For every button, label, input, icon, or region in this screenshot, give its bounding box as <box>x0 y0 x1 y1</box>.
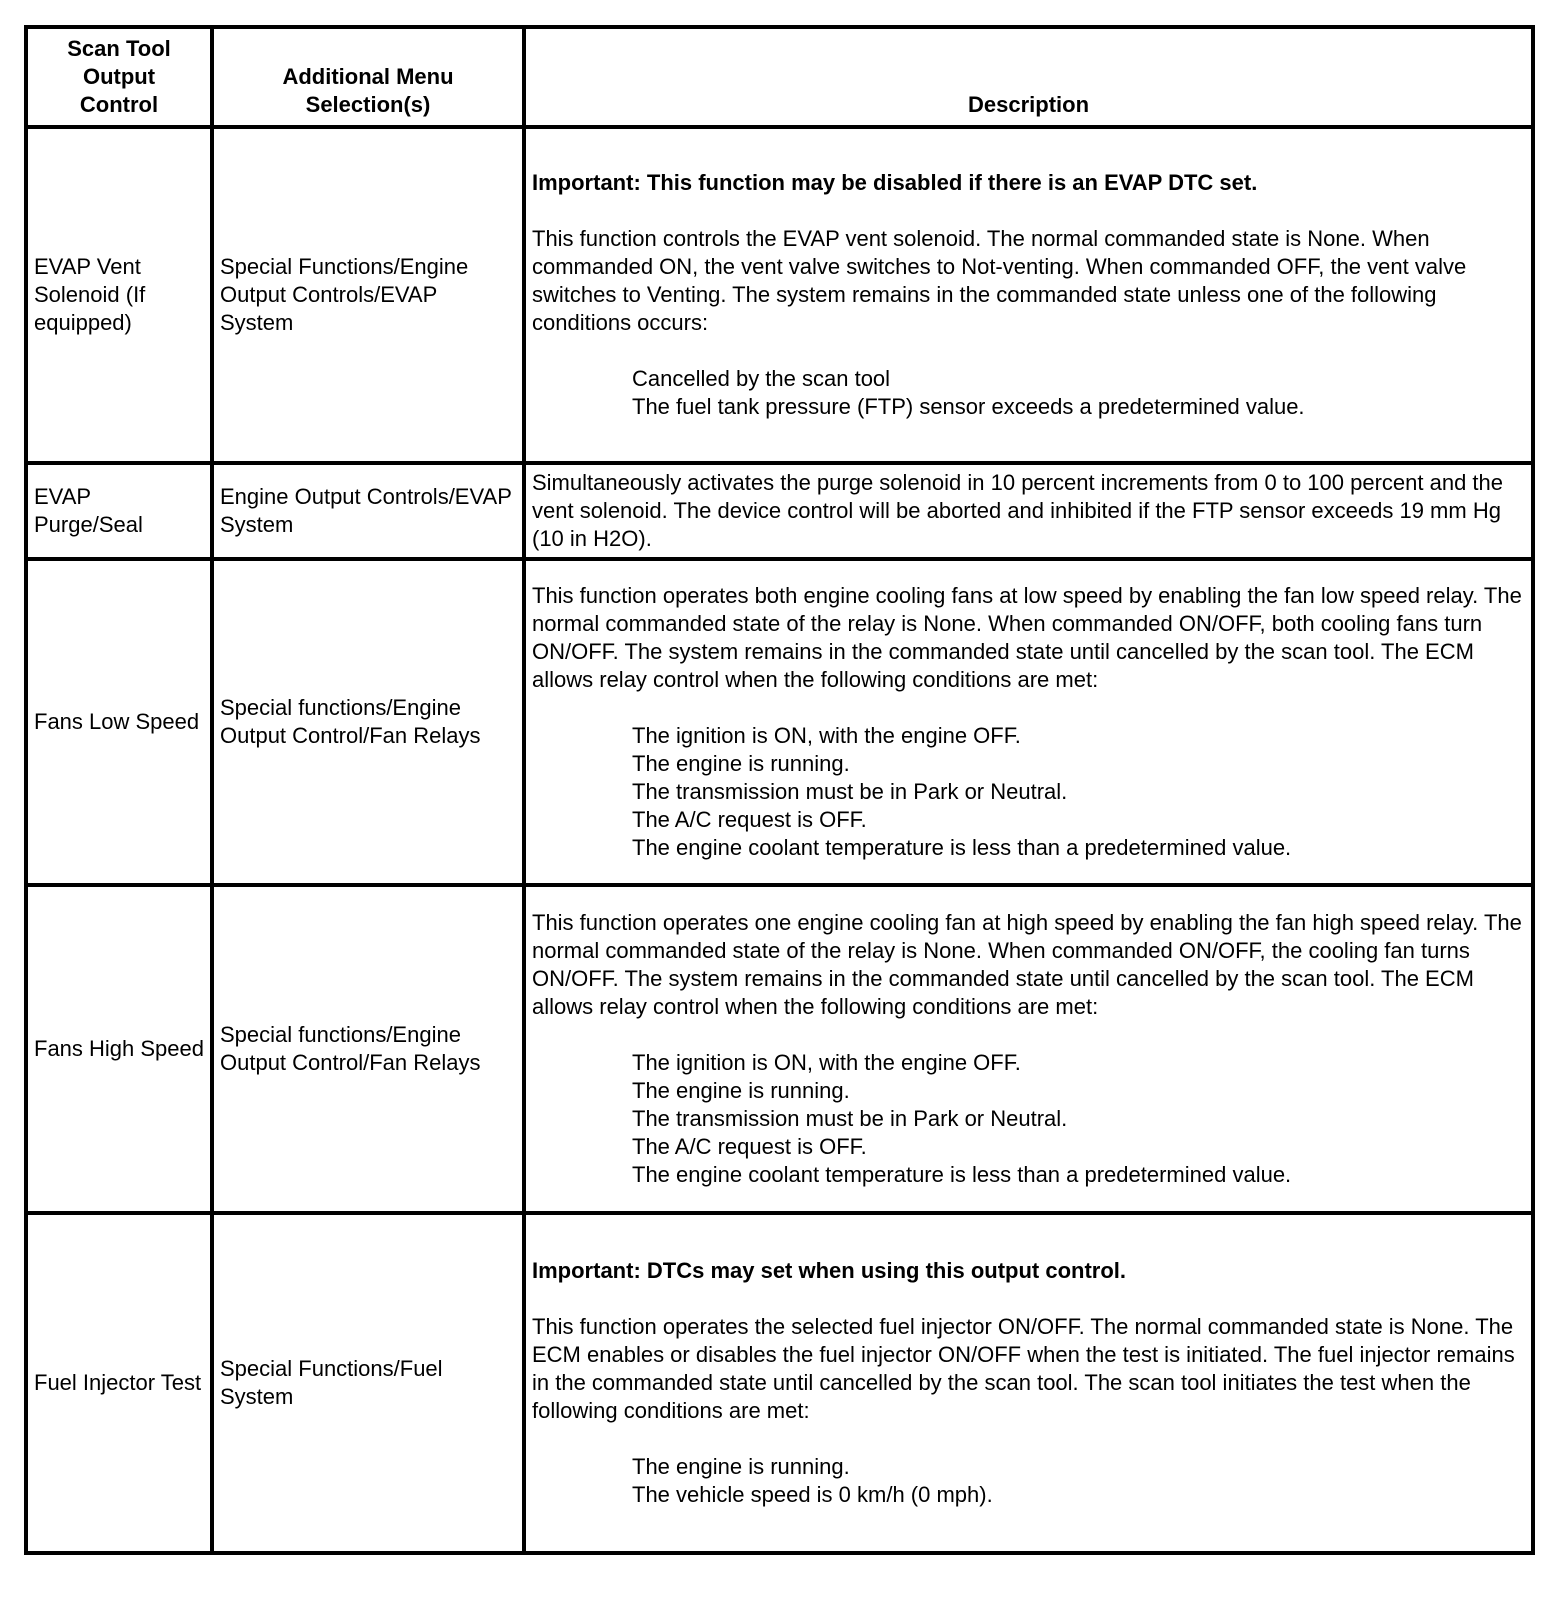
output-control-table <box>24 25 1535 1555</box>
description-cell <box>524 885 1533 1213</box>
control-cell: EVAP Vent Solenoid (If equipped) <box>26 127 212 463</box>
control-cell: Fans High Speed <box>26 885 212 1213</box>
condition-item: The engine coolant temperature is less than a predetermined value. <box>632 1162 1292 1187</box>
description-text: This function controls the EVAP vent solenoid. The normal commanded state is None. When commanded ON, the vent valve switches to Not-venting. When commanded OFF, the vent valve switches to Venting. The system remains in the commanded state unless one of the following conditions occurs: <box>532 226 1467 335</box>
condition-item: The vehicle speed is 0 km/h (0 mph). <box>632 1482 993 1507</box>
important-note: Important: DTCs may set when using this output control. <box>532 1258 1127 1283</box>
condition-item: The transmission must be in Park or Neutral. <box>632 1106 1068 1131</box>
important-note: Important: This function may be disabled if there is an EVAP DTC set. <box>532 170 1258 195</box>
description-text: This function operates one engine cooling fan at high speed by enabling the fan high speed relay. The normal commanded state of the relay is None. When commanded ON/OFF, the cooling fan turns ON/OFF. The system remains in the commanded state until cancelled by the scan tool. The ECM allows relay control when the following conditions are met: <box>532 910 1522 1019</box>
conditions-list <box>532 1453 1525 1509</box>
header-description: Description <box>524 27 1533 127</box>
condition-item: The engine coolant temperature is less than a predetermined value. <box>632 835 1292 860</box>
table-row <box>26 127 1533 463</box>
condition-item: The ignition is ON, with the engine OFF. <box>632 723 1021 748</box>
condition-item: The engine is running. <box>632 1078 850 1103</box>
conditions-list <box>532 365 1525 421</box>
condition-item: The ignition is ON, with the engine OFF. <box>632 1050 1021 1075</box>
condition-item: The engine is running. <box>632 751 850 776</box>
menu-cell: Special Functions/Fuel System <box>212 1213 524 1553</box>
description-cell <box>524 463 1533 559</box>
description-cell <box>524 559 1533 885</box>
description-text: Simultaneously activates the purge solenoid in 10 percent increments from 0 to 100 percent and the vent solenoid. The device control will be aborted and inhibited if the FTP sensor exceeds 19 mm Hg (10 in H2O). <box>532 470 1504 551</box>
table-row <box>26 463 1533 559</box>
condition-item: The A/C request is OFF. <box>632 807 867 832</box>
control-cell: EVAP Purge/Seal <box>26 463 212 559</box>
menu-cell: Special functions/Engine Output Control/Fan Relays <box>212 885 524 1213</box>
header-scan-tool-output-control: Scan Tool Output Control <box>26 27 212 127</box>
condition-item: The transmission must be in Park or Neutral. <box>632 779 1068 804</box>
description-cell <box>524 127 1533 463</box>
conditions-list <box>532 722 1525 862</box>
condition-item: The fuel tank pressure (FTP) sensor exceeds a predetermined value. <box>632 394 1305 419</box>
table-header-row <box>26 27 1533 127</box>
condition-item: Cancelled by the scan tool <box>632 366 891 391</box>
table-row <box>26 885 1533 1213</box>
menu-cell: Special Functions/Engine Output Controls/EVAP System <box>212 127 524 463</box>
condition-item: The A/C request is OFF. <box>632 1134 867 1159</box>
table-row <box>26 1213 1533 1553</box>
table-row <box>26 559 1533 885</box>
description-cell <box>524 1213 1533 1553</box>
header-additional-menu-selections: Additional Menu Selection(s) <box>212 27 524 127</box>
condition-item: The engine is running. <box>632 1454 850 1479</box>
description-text: This function operates the selected fuel injector ON/OFF. The normal commanded state is None. The ECM enables or disables the fuel injector ON/OFF when the test is initiated. The fuel injector remains in the commanded state until cancelled by the scan tool. The scan tool initiates the test when the following conditions are met: <box>532 1314 1515 1423</box>
menu-cell: Engine Output Controls/EVAP System <box>212 463 524 559</box>
description-text: This function operates both engine cooling fans at low speed by enabling the fan low speed relay. The normal commanded state of the relay is None. When commanded ON/OFF, both cooling fans turn ON/OFF. The system remains in the commanded state until cancelled by the scan tool. The ECM allows relay control when the following conditions are met: <box>532 583 1522 692</box>
control-cell: Fans Low Speed <box>26 559 212 885</box>
menu-cell: Special functions/Engine Output Control/Fan Relays <box>212 559 524 885</box>
control-cell: Fuel Injector Test <box>26 1213 212 1553</box>
conditions-list <box>532 1049 1525 1189</box>
